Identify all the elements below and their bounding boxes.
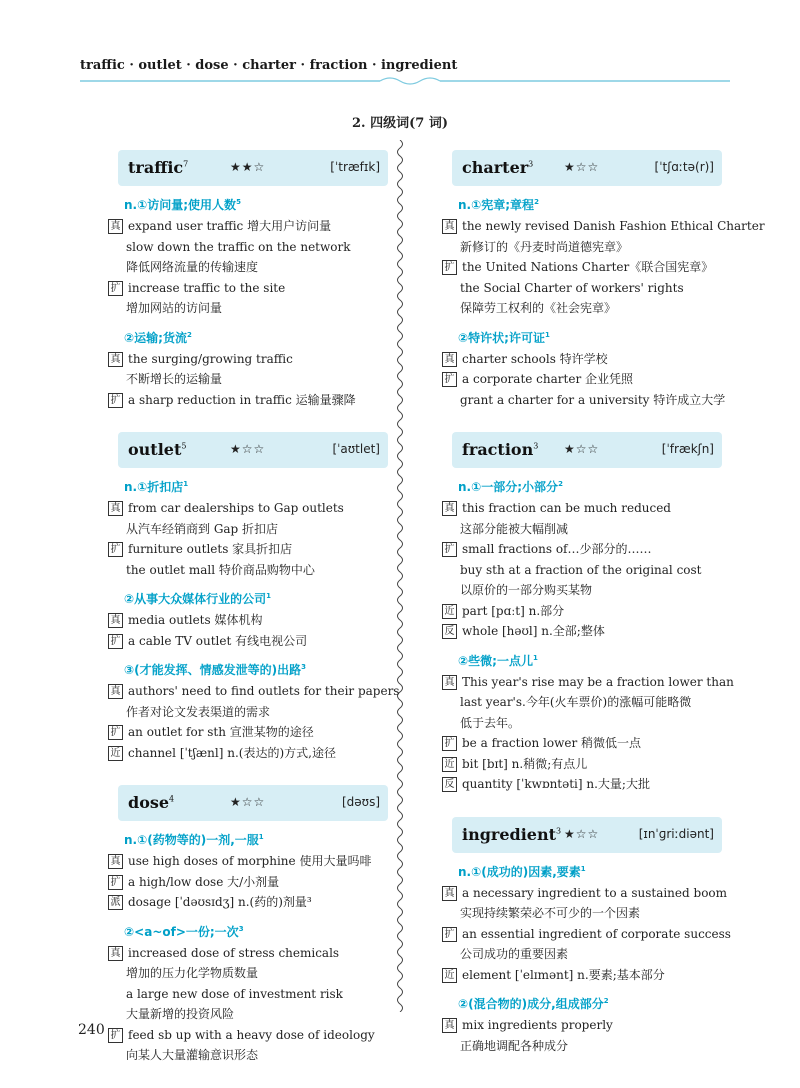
example-line: 近 element [ˈelɪmənt] n.要素;基本部分 bbox=[442, 965, 722, 986]
example-continuation: 不断增长的运输量 bbox=[126, 372, 223, 386]
phonetic: [ˈaʊtlet] bbox=[332, 442, 380, 456]
example-line: 真 increased dose of stress chemicals bbox=[108, 943, 388, 964]
star-rating: ★☆☆ bbox=[230, 442, 266, 456]
frequency-count: 3 bbox=[533, 441, 539, 451]
label-badge: 扩 bbox=[108, 634, 123, 649]
entry-dose bbox=[108, 785, 388, 1066]
star-rating: ★☆☆ bbox=[564, 826, 600, 841]
frequency-count: 3 bbox=[555, 826, 562, 836]
example-line: 扩 an essential ingredient of corporate success bbox=[442, 924, 722, 945]
label-badge: 真 bbox=[442, 1018, 457, 1033]
entry-traffic bbox=[108, 150, 388, 410]
example-line: 真 the surging/growing traffic bbox=[108, 349, 388, 370]
label-badge: 反 bbox=[442, 624, 457, 639]
label-badge: 扩 bbox=[442, 260, 457, 275]
frequency-count: 5 bbox=[181, 441, 187, 451]
example-continuation: last year's.今年(火车票价)的涨幅可能略微 bbox=[460, 695, 692, 709]
label-badge: 扩 bbox=[442, 542, 457, 557]
entry-head bbox=[452, 817, 722, 853]
entry-head bbox=[118, 785, 388, 821]
example-line: 真 this fraction can be much reduced bbox=[442, 498, 722, 519]
label-badge: 真 bbox=[108, 501, 123, 516]
example-continuation: slow down the traffic on the network bbox=[126, 239, 351, 254]
sense-heading: ②运输;货流$^2$ bbox=[124, 330, 192, 345]
sense-heading: n.①(药物等的)一剂,一服$^1$ bbox=[124, 833, 264, 847]
example-continuation: 增加网站的访问量 bbox=[126, 301, 223, 315]
example-line: 扩 be a fraction lower 稍微低一点 bbox=[442, 733, 722, 754]
label-badge: 扩 bbox=[108, 393, 123, 408]
example-continuation: 保障劳工权利的《社会宪章》 bbox=[460, 301, 617, 315]
star-rating: ★★☆ bbox=[230, 160, 266, 174]
label-badge: 扩 bbox=[442, 736, 457, 751]
example-line: 真 from car dealerships to Gap outlets bbox=[108, 498, 388, 519]
example-continuation: 实现持续繁荣必不可少的一个因素 bbox=[460, 906, 641, 920]
example-line: 派 dosage [ˈdəʊsɪdʒ] n.(药的)剂量³ bbox=[108, 892, 388, 913]
entry-head bbox=[118, 150, 388, 186]
label-badge: 真 bbox=[108, 684, 123, 699]
sense-heading: ②特许状;许可证$^1$ bbox=[458, 330, 550, 345]
label-badge: 扩 bbox=[108, 725, 123, 740]
phonetic: [ɪnˈɡriːdiənt] bbox=[638, 826, 714, 841]
example-line: 真 authors' need to find outlets for their papers bbox=[108, 681, 388, 702]
example-line: 扩 feed sb up with a heavy dose of ideology bbox=[108, 1025, 388, 1046]
frequency-count: 3 bbox=[528, 159, 534, 169]
headword: traffic$^7$ bbox=[128, 158, 189, 177]
sense-heading: n.①宪章;章程$^2$ bbox=[458, 198, 539, 212]
example-line: 真 the newly revised Danish Fashion Ethical Charter bbox=[442, 216, 722, 237]
example-line: 真 expand user traffic 增大用户访问量 bbox=[108, 216, 388, 237]
frequency-count: 4 bbox=[169, 794, 175, 804]
example-line: 真 a necessary ingredient to a sustained boom bbox=[442, 883, 722, 904]
header-ornament bbox=[80, 76, 730, 86]
example-line: 扩 a cable TV outlet 有线电视公司 bbox=[108, 631, 388, 652]
label-badge: 真 bbox=[108, 219, 123, 234]
frequency-count: 7 bbox=[183, 159, 189, 169]
example-continuation: a large new dose of investment risk bbox=[126, 986, 343, 1001]
sense-heading: ②从事大众媒体行业的公司$^1$ bbox=[124, 592, 272, 606]
example-continuation: 以原价的一部分购买某物 bbox=[460, 583, 593, 597]
label-badge: 派 bbox=[108, 895, 123, 910]
label-badge: 扩 bbox=[442, 372, 457, 387]
label-badge: 真 bbox=[442, 352, 457, 367]
example-continuation: 作者对论文发表渠道的需求 bbox=[126, 704, 271, 719]
example-line: 反 quantity [ˈkwɒntəti] n.大量;大批 bbox=[442, 774, 722, 795]
star-rating: ★☆☆ bbox=[230, 795, 266, 809]
label-badge: 真 bbox=[442, 219, 457, 234]
running-header: traffic · outlet · dose · charter · fraction · ingredient bbox=[80, 58, 458, 73]
entry-head bbox=[452, 432, 722, 468]
example-continuation: 正确地调配各种成分 bbox=[460, 1038, 569, 1053]
entry-ingredient bbox=[442, 817, 731, 1057]
example-line: 扩 furniture outlets 家具折扣店 bbox=[108, 539, 388, 560]
star-rating: ★☆☆ bbox=[564, 442, 600, 456]
example-line: 近 channel [ˈtʃænl] n.(表达的)方式,途径 bbox=[108, 743, 388, 764]
example-continuation: buy sth at a fraction of the original cost bbox=[460, 562, 702, 577]
entry-outlet bbox=[108, 432, 400, 763]
example-continuation: 向某人大量灌输意识形态 bbox=[126, 1048, 259, 1062]
phonetic: [ˈfrækʃn] bbox=[661, 442, 714, 456]
example-line: 反 whole [həʊl] n.全部;整体 bbox=[442, 621, 722, 642]
label-badge: 扩 bbox=[108, 1028, 123, 1043]
example-line: 真 media outlets 媒体机构 bbox=[108, 610, 388, 631]
star-rating: ★☆☆ bbox=[564, 160, 600, 174]
example-continuation: grant a charter for a university 特许成立大学 bbox=[460, 392, 726, 407]
label-badge: 真 bbox=[442, 675, 457, 690]
sense-heading: n.①(成功的)因素,要素$^1$ bbox=[458, 864, 586, 879]
label-badge: 真 bbox=[442, 886, 457, 901]
headword: dose$^4$ bbox=[128, 793, 175, 812]
example-line: 近 bit [bɪt] n.稍微;有点儿 bbox=[442, 754, 722, 775]
example-line: 近 part [pɑːt] n.部分 bbox=[442, 601, 722, 622]
label-badge: 真 bbox=[108, 946, 123, 961]
sense-heading: ②<a~of>一份;一次$^3$ bbox=[124, 924, 244, 939]
example-line: 真 This year's rise may be a fraction lower than bbox=[442, 672, 722, 693]
example-continuation: the outlet mall 特价商品购物中心 bbox=[126, 562, 315, 577]
sense-heading: ②(混合物的)成分,组成部分$^2$ bbox=[458, 997, 609, 1011]
example-line: 扩 a high/low dose 大/小剂量 bbox=[108, 872, 388, 893]
example-continuation: 从汽车经销商到 Gap 折扣店 bbox=[126, 521, 279, 536]
label-badge: 真 bbox=[108, 352, 123, 367]
label-badge: 扩 bbox=[442, 927, 457, 942]
label-badge: 近 bbox=[108, 746, 123, 761]
sense-heading: ②些微;一点儿$^1$ bbox=[458, 653, 538, 668]
example-continuation: the Social Charter of workers' rights bbox=[460, 280, 684, 295]
example-line: 扩 an outlet for sth 宣泄某物的途径 bbox=[108, 722, 388, 743]
example-continuation: 公司成功的重要因素 bbox=[460, 947, 569, 961]
label-badge: 真 bbox=[108, 613, 123, 628]
headword: charter$^3$ bbox=[462, 158, 534, 177]
entry-charter bbox=[442, 150, 765, 410]
label-badge: 扩 bbox=[108, 542, 123, 557]
headword: outlet$^5$ bbox=[128, 440, 187, 459]
label-badge: 反 bbox=[442, 777, 457, 792]
example-line: 扩 increase traffic to the site bbox=[108, 278, 388, 299]
example-line: 真 mix ingredients properly bbox=[442, 1015, 722, 1036]
example-continuation: 大量新增的投资风险 bbox=[126, 1007, 235, 1021]
example-continuation: 降低网络流量的传输速度 bbox=[126, 260, 259, 274]
left-column bbox=[108, 150, 400, 1088]
example-continuation: 这部分能被大幅削减 bbox=[460, 521, 569, 536]
example-continuation: 新修订的《丹麦时尚道德宪章》 bbox=[460, 239, 629, 254]
label-badge: 真 bbox=[442, 501, 457, 516]
example-line: 真 charter schools 特许学校 bbox=[442, 349, 722, 370]
label-badge: 近 bbox=[442, 968, 457, 983]
example-continuation: 低于去年。 bbox=[460, 715, 521, 730]
sense-heading: n.①访问量;使用人数$^5$ bbox=[124, 198, 241, 212]
right-column bbox=[442, 150, 765, 1078]
example-line: 扩 a sharp reduction in traffic 运输量骤降 bbox=[108, 390, 388, 411]
label-badge: 近 bbox=[442, 604, 457, 619]
example-line: 真 use high doses of morphine 使用大量吗啡 bbox=[108, 851, 388, 872]
example-line: 扩 small fractions of…少部分的…… bbox=[442, 539, 722, 560]
example-line: 扩 a corporate charter 企业凭照 bbox=[442, 369, 722, 390]
phonetic: [dəʊs] bbox=[341, 795, 380, 809]
sense-heading: ③(才能发挥、情感发泄等的)出路$^3$ bbox=[124, 663, 307, 677]
phonetic: [ˈtræfɪk] bbox=[330, 160, 380, 174]
label-badge: 真 bbox=[108, 854, 123, 869]
entry-head bbox=[452, 150, 722, 186]
entry-fraction bbox=[442, 432, 734, 795]
label-badge: 近 bbox=[442, 757, 457, 772]
entry-head bbox=[118, 432, 388, 468]
section-title: 2. 四级词(7 词) bbox=[352, 116, 448, 131]
column-divider bbox=[394, 140, 406, 1012]
headword: fraction$^3$ bbox=[462, 440, 539, 459]
example-continuation: 增加的压力化学物质数量 bbox=[126, 966, 259, 980]
example-line: 扩 the United Nations Charter《联合国宪章》 bbox=[442, 257, 722, 278]
headword: ingredient$^3$ bbox=[462, 824, 562, 844]
sense-heading: n.①折扣店$^1$ bbox=[124, 480, 189, 494]
page-number: 240 bbox=[78, 1022, 105, 1038]
label-badge: 扩 bbox=[108, 281, 123, 296]
label-badge: 扩 bbox=[108, 875, 123, 890]
phonetic: [ˈtʃɑːtə(r)] bbox=[654, 160, 714, 174]
sense-heading: n.①一部分;小部分$^2$ bbox=[458, 480, 563, 494]
